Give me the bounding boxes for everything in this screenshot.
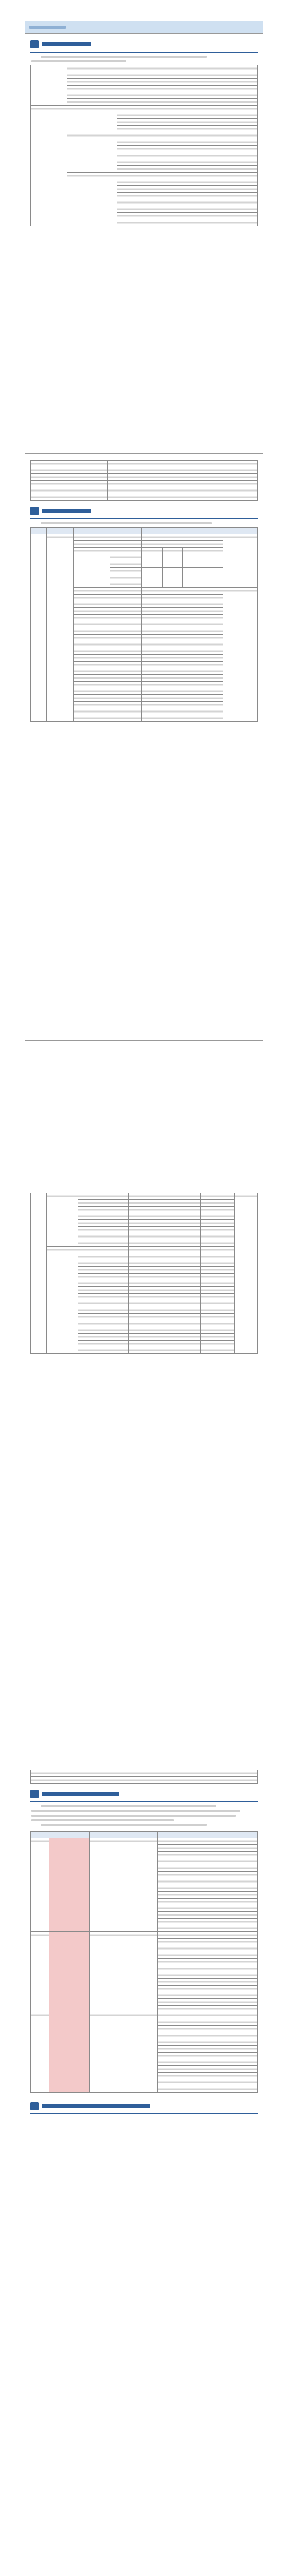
section-underline (30, 1801, 258, 1802)
reference-table-body (31, 461, 258, 501)
standards-table-body (31, 65, 258, 226)
section-number-icon (30, 40, 39, 48)
standards-sheet (25, 21, 263, 340)
sheet-title-text (29, 26, 66, 29)
section-underline (30, 52, 258, 53)
section-underline (30, 518, 258, 519)
section-title-text (42, 2104, 150, 2108)
section-heading-process (30, 2102, 258, 2110)
continued-indicator-table-body (31, 1193, 258, 1354)
footnote-table (30, 1770, 258, 1784)
risk-table (30, 1831, 258, 2093)
footnote-table-body (31, 1770, 258, 1784)
paragraph-line (31, 1819, 174, 1821)
section-title-text (42, 1792, 119, 1796)
continued-indicator-sheet (25, 1185, 263, 1638)
section-heading-products (30, 507, 258, 515)
paragraph-line (41, 522, 212, 524)
paragraph-line (41, 56, 207, 58)
product-indicator-table-body (31, 528, 258, 722)
section-number-icon (30, 1790, 39, 1798)
paragraph-line (31, 1810, 240, 1812)
section-title-text (42, 509, 91, 513)
reference-table (30, 460, 258, 501)
paragraph-line (41, 1824, 207, 1826)
section-title-text (42, 42, 91, 46)
sheet-banner (25, 21, 263, 34)
paragraph-line (31, 1815, 236, 1817)
section-number-icon (30, 507, 39, 515)
standards-table (30, 65, 258, 226)
section-heading-risks (30, 1790, 258, 1798)
product-info-sheet (25, 453, 263, 1041)
section-underline (30, 2113, 258, 2114)
paragraph-line (41, 1805, 216, 1807)
risk-sheet (25, 1762, 263, 2576)
paragraph-line (31, 60, 126, 62)
risk-table-body (31, 1832, 258, 2093)
section-heading-standards (30, 40, 258, 48)
section-number-icon (30, 2102, 39, 2110)
product-indicator-table (30, 527, 258, 722)
continued-indicator-table (30, 1193, 258, 1354)
